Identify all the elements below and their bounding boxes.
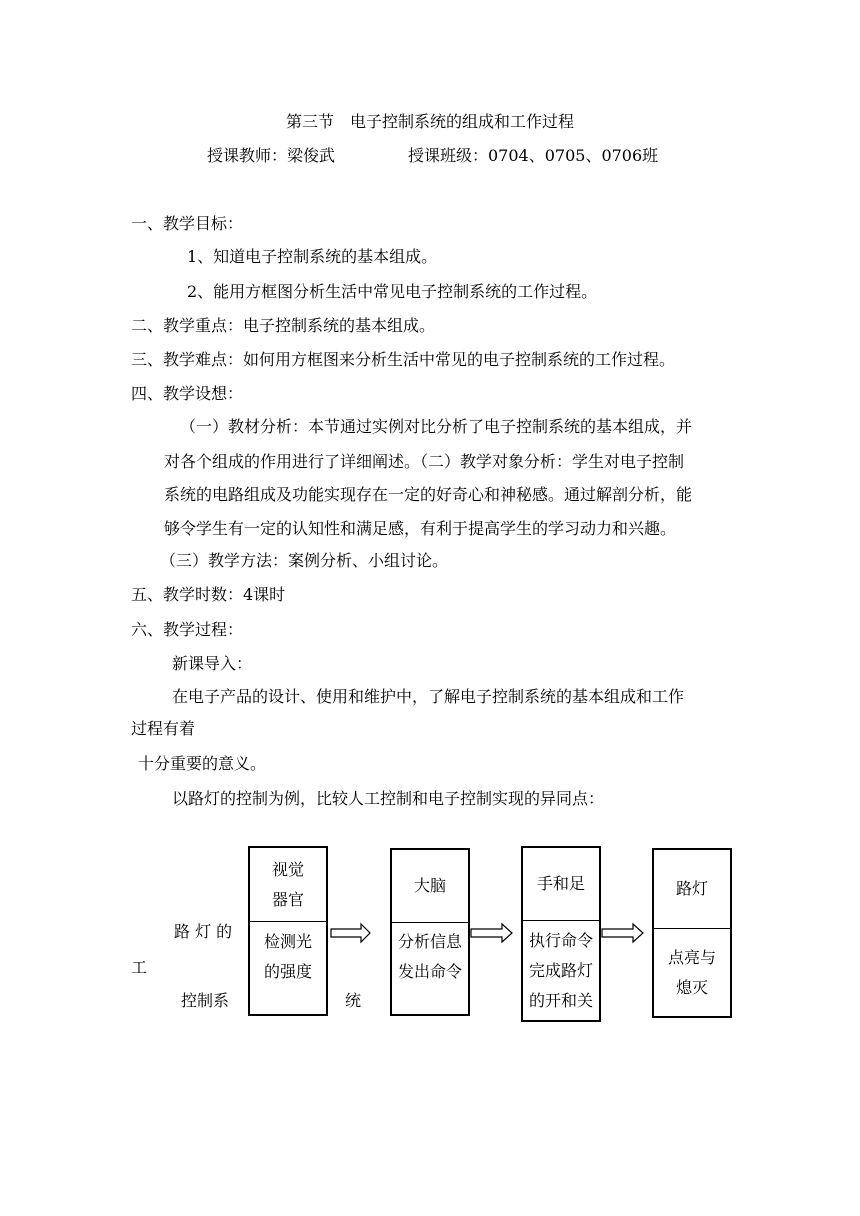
box4-top-line: 路灯 [675,879,708,898]
teacher-line: 授课教师：梁俊武 [207,146,336,165]
box1-bottom-line-1: 检测光 [263,932,312,951]
section-objectives: 一、教学目标： [131,214,244,233]
box2-top-line: 大脑 [413,876,446,895]
section-design: 四、教学设想： [131,384,244,403]
page-title: 第三节 电子控制系统的组成和工作过程 [285,112,574,131]
box3-top-line: 手和足 [536,874,585,893]
section-difficulty: 三、教学难点：如何用方框图来分析生活中常见的电子控制系统的工作过程。 [131,350,676,369]
diagram-label-3: 控制系 [181,991,230,1010]
diagram-label-1: 路 灯 的 [174,922,233,941]
box-sensing-organ [248,846,328,1016]
design-method: （三）教学方法：案例分析、小组讨论。 [160,551,449,570]
box3-bottom-line-3: 的开和关 [528,991,593,1010]
box4-bottom-line-1: 点亮与 [667,948,716,967]
box-hands-feet [521,846,601,1022]
arrow-right-icon [471,924,513,942]
section-key-point: 二、教学重点：电子控制系统的基本组成。 [131,316,436,335]
box2-bottom-line-2: 发出命令 [397,962,462,981]
objective-2: 2、能用方框图分析生活中常见电子控制系统的工作过程。 [187,282,598,301]
box1-top-line-2: 器官 [271,889,304,909]
design-para-line-4: 够令学生有一定的认知性和满足感，有利于提高学生的学习动力和兴趣。 [164,519,677,538]
box4-bottom-line-2: 熄灭 [675,978,708,997]
box-street-lamp [652,848,732,1018]
class-line: 授课班级：0704、0705、0706班 [408,146,659,165]
arrow-right-icon [331,924,371,942]
section-process: 六、教学过程： [131,620,244,639]
intro-para-line-3: 十分重要的意义。 [138,754,267,773]
objective-1: 1、知道电子控制系统的基本组成。 [187,247,438,266]
box3-bottom-line-2: 完成路灯 [528,961,593,980]
box1-top-line-1: 视觉 [271,859,304,879]
box-brain [390,848,470,1016]
section-hours: 五、教学时数：4课时 [131,585,286,604]
intro-para-line-1: 在电子产品的设计、使用和维护中，了解电子控制系统的基本组成和工作 [172,687,685,706]
arrow-right-icon [602,924,644,942]
box2-bottom-line-1: 分析信息 [397,932,462,951]
design-para-line-1: （一）教材分析：本节通过实例对比分析了电子控制系统的基本组成，并 [180,417,693,436]
design-para-line-2: 对各个组成的作用进行了详细阐述。（二）教学对象分析：学生对电子控制 [164,452,685,471]
design-para-line-3: 系统的电路组成及功能实现存在一定的好奇心和神秘感。通过解剖分析，能 [164,485,693,504]
intro-para-line-2: 过程有着 [131,719,196,738]
diagram-label-4: 统 [345,991,362,1010]
example-intro: 以路灯的控制为例，比较人工控制和电子控制实现的异同点： [172,789,605,808]
diagram-label-2: 工 [131,958,148,977]
box3-bottom-line-1: 执行命令 [528,931,593,950]
intro-heading: 新课导入： [172,654,253,673]
box1-bottom-line-2: 的强度 [263,962,312,981]
